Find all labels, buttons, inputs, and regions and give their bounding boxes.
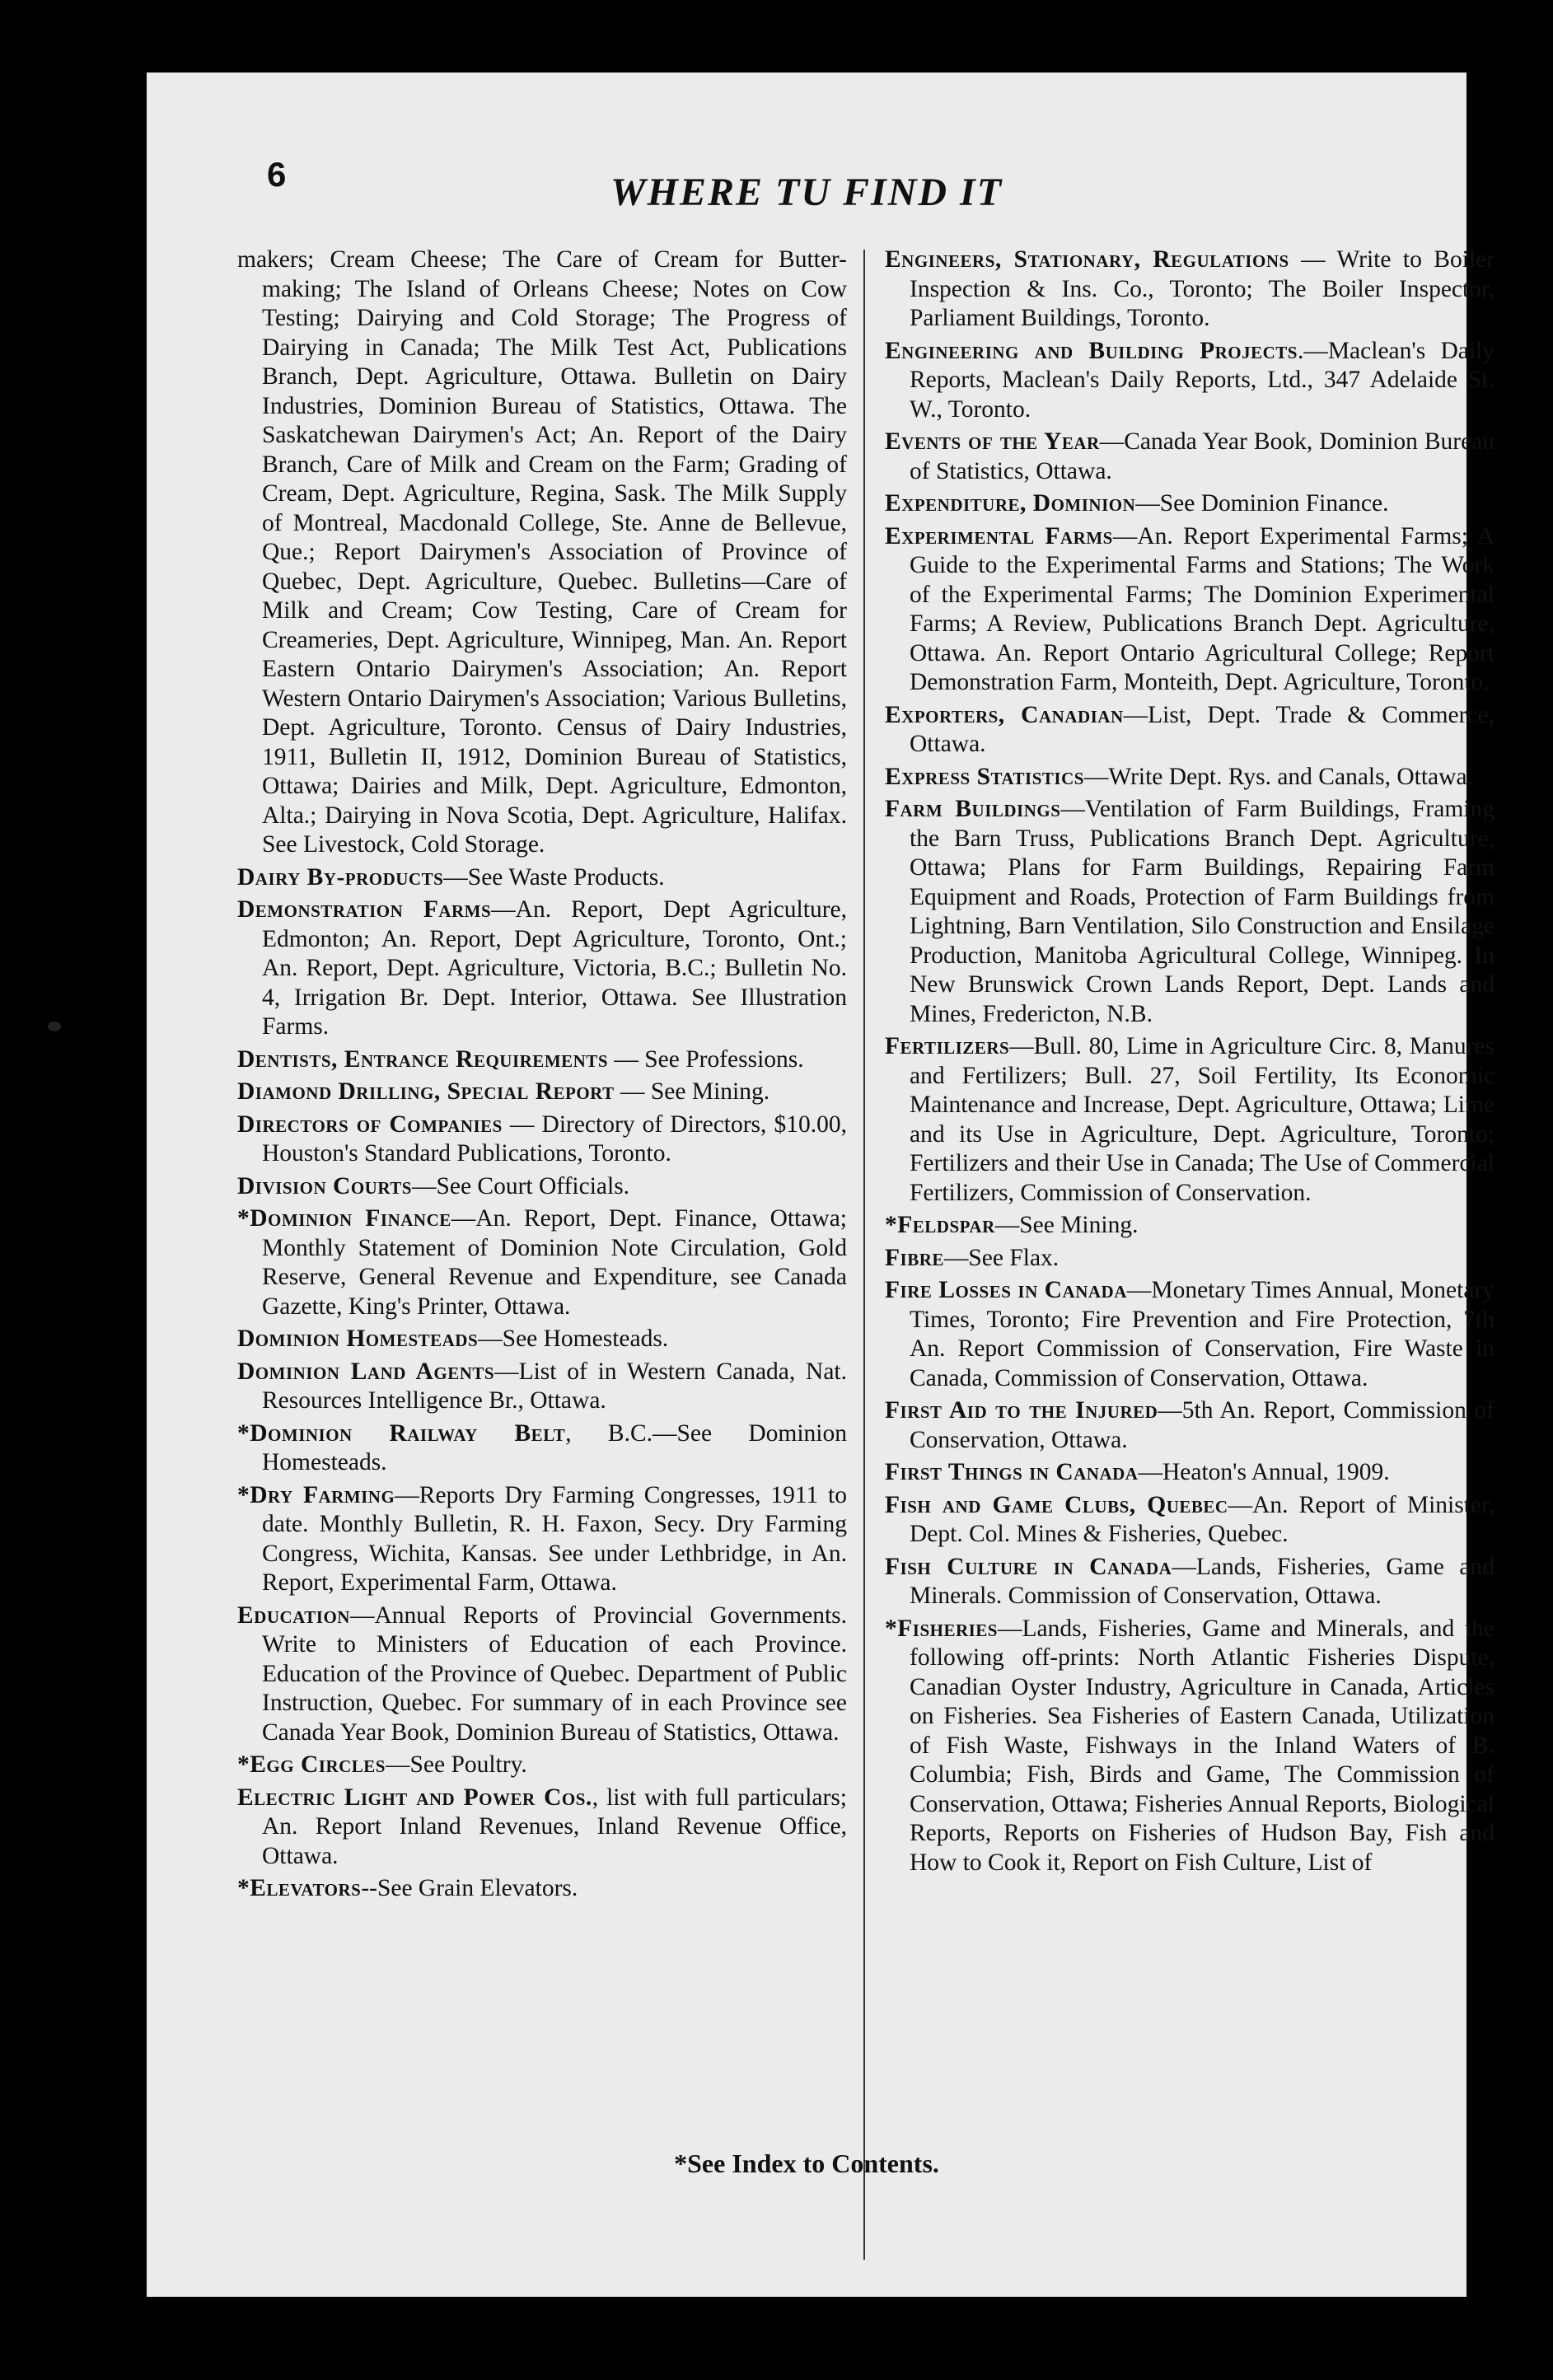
index-entry — [237, 1111, 847, 1169]
column-divider — [863, 250, 865, 2260]
entry-text: —Heaton's Annual, 1909. — [1138, 1459, 1390, 1485]
entry-heading: Express Statistics — [885, 763, 1084, 790]
index-entry — [885, 489, 1495, 519]
index-entry — [237, 1078, 847, 1107]
entry-text: , B.C.—See Dominion Homesteads. — [262, 1419, 847, 1475]
entry-text: makers; Cream Cheese; The Care of Cream for Butter-making; The Island of Orleans Cheese; Notes on Cow Testing; Dairying and Cold Storage; The Progress of Dairying in Canada; The Milk Test Act, Publications Branch, Dept. Agriculture, Ottawa. Bulletin on Dairy Industries, Dominion Bureau of Statistics, Ottawa. The Saskatchewan Dairymen's Act; An. Report of the Dairy Branch, Care of Milk and Cream on the Farm; Grading of Cream, Dept. Agriculture, Regina, Sask. The Milk Supply of Montreal, Macdonald College, Ste. Anne de Bellevue, Que.; Report Dairymen's Association of Province of Quebec, Dept. Agriculture, Quebec. Bulletins—Care of Milk and Cream; Cow Testing, Care of Cream for Creameries, Dept. Agriculture, Winnipeg, Man. An. Report Eastern Ontario Dairymen's Association; An. Report Western Ontario Dairymen's Association; Various Bulletins, Dept. Agriculture, Toronto. Census of Dairy Industries, 1911, Bulletin II, 1912, Dominion Bureau of Statistics, Ottawa; Dairies and Milk, Dept. Agriculture, Edmonton, Alta.; Dairying in Nova Scotia, Dept. Agriculture, Halifax. See Livestock, Cold Storage. — [237, 246, 847, 858]
entry-heading: *Egg Circles — [237, 1751, 386, 1778]
index-entry — [237, 1751, 847, 1780]
index-entry — [237, 245, 847, 860]
entry-heading: Fish Culture in Canada — [885, 1553, 1172, 1580]
entry-text: —Lands, Fisheries, Game and Minerals. Commission of Conservation, Ottawa. — [910, 1553, 1495, 1609]
entry-text: —List of in Western Canada, Nat. Resources Intelligence Br., Ottawa. — [262, 1358, 847, 1414]
entry-text: —See Homesteads. — [478, 1326, 669, 1352]
entry-text: —See Mining. — [994, 1212, 1139, 1238]
entry-heading: Fire Losses in Canada — [885, 1277, 1127, 1303]
entry-text: —Monetary Times Annual, Monetary Times, Toronto; Fire Prevention and Fire Protection, 7th An. Report Commission of Conservation, Fire Waste in Canada, Commission of Conservation, Ottawa. — [910, 1277, 1495, 1391]
entry-text: —An. Report of Minister, Dept. Col. Mines & Fisheries, Quebec. — [910, 1491, 1495, 1547]
entry-heading: Demonstration Farms — [237, 896, 492, 923]
index-entry — [885, 795, 1495, 1029]
entry-text: —Ventilation of Farm Buildings, Framing the Barn Truss, Publications Branch Dept. Agriculture, Ottawa; Plans for Farm Buildings, Repairing Farm Equipment and Roads, Protection of Farm Buildings from Lightning, Barn Ventilation, Silo Construction and Ensilage Production, Manitoba Agricultural College, Winnipeg. In New Brunswick Crown Lands Report, Dept. Lands and Mines, Fredericton, N.B. — [910, 796, 1495, 1027]
entry-text: —An. Report, Dept. Finance, Ottawa; Monthly Statement of Dominion Note Circulation, Gold Reserve, General Revenue and Expenditure, see Canada Gazette, King's Printer, Ottawa. — [262, 1205, 847, 1320]
entry-text: — Write to Boiler Inspection & Ins. Co., Toronto; The Boiler Inspector, Parliament Buildings, Toronto. — [910, 246, 1495, 331]
entry-text: — See Mining. — [614, 1078, 770, 1105]
index-entry — [237, 863, 847, 893]
entry-heading: Directors of Companies — [237, 1111, 503, 1138]
entry-heading: Education — [237, 1601, 350, 1629]
index-entry — [885, 701, 1495, 760]
entry-heading: Diamond Drilling, Special Report — [237, 1078, 615, 1105]
entry-text: —See Waste Products. — [443, 863, 665, 891]
entry-heading: Fish and Game Clubs, Quebec — [885, 1491, 1228, 1518]
entry-text: —See Poultry. — [385, 1751, 527, 1778]
entry-text: —5th An. Report, Commission of Conservation, Ottawa. — [910, 1397, 1495, 1453]
index-entry — [237, 1419, 847, 1478]
index-entry — [237, 1874, 847, 1904]
entry-text: .—Maclean's Daily Reports, Maclean's Daily Reports, Ltd., 347 Adelaide St. W., Toronto. — [910, 337, 1495, 423]
entry-heading: *Elevators — [237, 1875, 362, 1901]
entry-heading: Events of the Year — [885, 428, 1100, 455]
index-entry — [237, 1204, 847, 1321]
entry-heading: *Dominion Finance — [237, 1205, 451, 1232]
entry-heading: Engineers, Stationary, Regulations — [885, 246, 1289, 273]
entry-text: —An. Report, Dept Agriculture, Edmonton; An. Report, Dept Agriculture, Toronto, Ont.; An. Report, Dept. Agriculture, Victoria, B.C.; Bulletin No. 4, Irrigation Br. Dept. Interior, Ottawa. See Illustration Farms. — [262, 896, 847, 1040]
entry-heading: Division Courts — [237, 1172, 412, 1199]
index-entry — [885, 763, 1495, 793]
index-entry — [885, 1458, 1495, 1488]
entry-heading: *Fisheries — [885, 1615, 998, 1642]
entry-text: —Bull. 80, Lime in Agriculture Circ. 8, Manures and Fertilizers; Bull. 27, Soil Fertility, Its Economic Maintenance and Increase, Dept. Agriculture, Ottawa; Lime and its Use in Agriculture, Dept. Agriculture, Toronto; Fertilizers and their Use in Canada; The Use of Commercial Fertilizers, Commission of Conservation. — [910, 1033, 1495, 1206]
index-entry — [885, 1211, 1495, 1241]
index-entry — [237, 895, 847, 1042]
index-entry — [885, 522, 1495, 698]
entry-text: —Write Dept. Rys. and Canals, Ottawa. — [1083, 763, 1473, 790]
index-entry — [885, 1244, 1495, 1274]
index-entry — [885, 1276, 1495, 1393]
entry-heading: *Dry Farming — [237, 1481, 395, 1508]
entry-text: —Reports Dry Farming Congresses, 1911 to date. Monthly Bulletin, R. H. Faxon, Secy. Dry Farming Congress, Wichita, Kansas. See under Lethbridge, in An. Report, Experimental Farm, Ottawa. — [262, 1481, 847, 1596]
index-entry — [885, 428, 1495, 486]
entry-text: --See Grain Elevators. — [361, 1875, 578, 1901]
index-entry — [237, 1045, 847, 1075]
index-entry — [885, 1032, 1495, 1208]
footer-note: *See Index to Contents. — [674, 2149, 939, 2178]
entry-heading: Dentists, Entrance Requirements — [237, 1045, 608, 1073]
entry-heading: Farm Buildings — [885, 796, 1061, 822]
index-entry — [237, 1358, 847, 1416]
entry-heading: Fertilizers — [885, 1033, 1010, 1059]
entry-heading: Electric Light and Power Cos. — [237, 1784, 592, 1811]
index-entry — [237, 1172, 847, 1202]
entry-heading: Expenditure, Dominion — [885, 490, 1136, 517]
index-entry — [237, 1481, 847, 1598]
index-entry — [885, 1615, 1495, 1878]
entry-text: —List, Dept. Trade & Commerce, Ottawa. — [910, 701, 1495, 757]
running-head: WHERE TU FIND IT — [610, 171, 1003, 214]
entry-heading: First Aid to the Injured — [885, 1397, 1158, 1424]
entry-heading: *Feldspar — [885, 1212, 995, 1238]
entry-text: —See Dominion Finance. — [1135, 490, 1389, 517]
index-entry — [885, 245, 1495, 334]
entry-text: —See Court Officials. — [411, 1172, 630, 1199]
page-sheet — [147, 72, 1495, 2297]
page-number: 6 — [267, 155, 287, 194]
entry-heading: First Things in Canada — [885, 1459, 1139, 1485]
entry-heading: Fibre — [885, 1244, 944, 1271]
entry-heading: Experimental Farms — [885, 522, 1113, 549]
entry-text: — Directory of Directors, $10.00, Houston's Standard Publications, Toronto. — [262, 1111, 847, 1167]
entry-text: — See Professions. — [608, 1045, 804, 1073]
entry-text: —Lands, Fisheries, Game and Minerals, and the following off-prints: North Atlantic Fisheries Dispute, Canadian Oyster Industry, Agriculture in Canada, Articles on Fisheries. Sea Fisheries of Eastern Canada, Utilization of Fish Waste, Fishways in the Inland Waters of B. Columbia; Fish, Birds and Game, The Commission of Conservation, Ottawa; Fisheries Annual Reports, Biological Reports, Reports on Fisheries of Hudson Bay, Fish and How to Cook it, Report on Fish Culture, List of — [910, 1615, 1495, 1876]
index-entry — [885, 1396, 1495, 1455]
index-entry — [237, 1601, 847, 1748]
margin-speck — [48, 1022, 61, 1031]
entry-heading: Dominion Homesteads — [237, 1326, 479, 1352]
entry-heading: Exporters, Canadian — [885, 701, 1124, 728]
entry-text: —Canada Year Book, Dominion Bureau of Statistics, Ottawa. — [910, 428, 1495, 484]
entry-heading: Dominion Land Agents — [237, 1358, 495, 1385]
index-entry — [237, 1784, 847, 1872]
entry-text: —An. Report Experimental Farms; A Guide to the Experimental Farms and Stations; The Work of the Experimental Farms; The Dominion Experimental Farms; A Review, Publications Branch Dept. Agriculture, Ottawa. An. Report Ontario Agricultural College; Report Demonstration Farm, Monteith, Dept. Agriculture, Toronto. — [910, 522, 1495, 695]
left-column — [237, 245, 847, 1907]
entry-heading: Dairy By-products — [237, 863, 444, 891]
index-entry — [885, 1491, 1495, 1550]
entry-text: , list with full particulars; An. Report Inland Revenues, Inland Revenue Office, Ottawa. — [262, 1784, 847, 1869]
index-entry — [237, 1325, 847, 1354]
entry-heading: Engineering and Building Projects — [885, 337, 1298, 364]
index-entry — [885, 1553, 1495, 1611]
index-entry — [885, 337, 1495, 425]
entry-text: —Annual Reports of Provincial Governments. Write to Ministers of Education of each Province. Education of the Province of Quebec. Department of Public Instruction, Quebec. For summary of in each Province see Canada Year Book, Dominion Bureau of Statistics, Ottawa. — [262, 1601, 847, 1746]
entry-heading: *Dominion Railway Belt — [237, 1419, 566, 1447]
right-column — [885, 245, 1495, 1881]
entry-text: —See Flax. — [943, 1244, 1060, 1271]
